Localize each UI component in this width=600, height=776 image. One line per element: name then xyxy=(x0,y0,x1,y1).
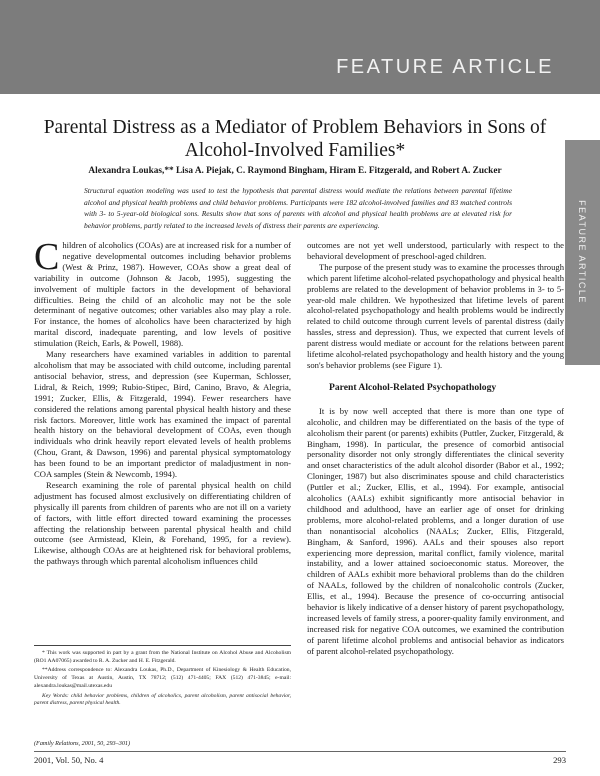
paragraph: outcomes are not yet well understood, particularly with respect to the behavioral development of preschool-aged children. xyxy=(307,240,564,261)
volume-info: 2001, Vol. 50, No. 4 xyxy=(34,755,104,765)
left-column xyxy=(34,236,291,567)
paragraph xyxy=(34,236,291,349)
footer-divider xyxy=(34,751,566,752)
article-title: Parental Distress as a Mediator of Problem Behaviors in Sons of Alcohol-Involved Families* xyxy=(43,117,547,161)
section-heading: Parent Alcohol-Related Psychopathology xyxy=(329,381,497,393)
drop-cap: C xyxy=(34,236,60,278)
paragraph-text: hildren of alcoholics (COAs) are at increased risk for a number of negative developmental outcomes including behavior problems (West & Prinz, 1987). However, COAs show a great deal of variability in outcome (Johnson & Jacob, 1995), suggesting the involvement of multiple factors in the development of behavioral difficulties. Being the child of an alcoholic may not be the sole determinant of negative outcomes; other variables also may play a role. For instance, the homes of alcoholics have been characterized by high marital discord, inadequate parenting, and low levels of positive stimulation (Reich, Earls, & Powell, 1988). xyxy=(34,240,291,349)
journal-citation: (Family Relations, 2001, 50, 293–301) xyxy=(34,740,131,747)
feature-article-banner xyxy=(0,0,600,94)
page-number: 293 xyxy=(553,755,566,765)
paragraph: Many researchers have examined variables in addition to parental alcoholism that may be associated with child outcome, including parental antisocial behavior, stress, and depression (see Kuperman, Schlosser, Lidral, & Reich, 1999; Rubio-Stipec, Bird, Canino, Bravo, & Alegria, 1991; Zucker, Ellis, & Fitzgerald, 1994). Fewer researchers have considered the relations among parental physical health history and these risk factors. Moreover, little work has examined the impact of parental health history on the behavioral development of COAs, even though individuals who drink heavily report elevated levels of health problems (Chou, Grant, & Dawson, 1996) and parental physical symptomatology has been found to be an important predictor of maladjustment in non-COA samples (Stein & Newcomb, 1994). xyxy=(34,349,291,480)
side-tab xyxy=(565,140,600,365)
paragraph: The purpose of the present study was to examine the processes through which parent lifetime alcohol-related psychopathology and physical health problems are related to the development of behavior problems in 3- to 5-year-old male children. We hypothesized that lifetime levels of parent alcohol-related psychopathology and health problems would be indirectly related to child outcome through current levels of parental distress (daily hassles, stress and depression). Thus, we expected that current levels of parent distress would mediate or account for the relations between parent lifetime alcohol-related psychopathology and health history and the young son's behavior problems (see Figure 1). xyxy=(307,261,564,370)
side-tab-label: FEATURE ARTICLE xyxy=(577,200,587,304)
author-list: Alexandra Loukas,** Lisa A. Piejak, C. Raymond Bingham, Hiram E. Fitzgerald, and Robert A. Zucker xyxy=(88,166,502,176)
right-column xyxy=(307,240,564,657)
footnotes xyxy=(34,645,291,710)
abstract: Structural equation modeling was used to test the hypothesis that parental distress would mediate the relations between parental lifetime alcohol and physical health problems and child behavior problems. Participants were 182 alcohol-involved families and 83 matched controls with 3- to 5-year-old biological sons. Results show that sons of parents with alcohol and physical health problems are at elevated risk for behavior problems, partly related to the increased levels of distress their parents are experiencing. xyxy=(84,186,512,230)
paragraph: It is by now well accepted that there is more than one type of alcoholic, and children may be differentiated on the basis of the type of alcoholism their parent (or parents) exhibits (Puttler, Zucker, Fitzgerald, & Bingham, 1998). In particular, the presence of comorbid antisocial personality disorder not only strongly differentiates the clinical severity and onset characteristics of the adult alcohol disorder (Babor et al., 1992; Cloninger, 1987) but also discriminates spouse and child characteristics (Puttler et al.; Zucker, Ellis, et al., 1994). For example, antisocial alcoholics (AALs) exhibit significantly more antisocial behavior in childhood and adulthood, have an earlier age of onset for drinking problems, more alcohol-related problems, and a longer duration of use than nonantisocial alcoholics (NAALs; Zucker, Ellis, Fitzgerald, Bingham, & Sanford, 1996). AALs and their spouses also report experiencing more depression, marital conflict, family violence, marital instability, and a lower attained socioeconomic status. Moreover, the children of AALs exhibit more behavioral problems than do the children of NAALs, followed by the children of nonalcoholic controls (Zucker, Ellis, et al., 1994). Because the presence of co-occurring antisocial behavior is likely indicative of a denser history of parent psychopathology, increased levels of family stress, a poorer-quality family environment, and increased risk for negative COA outcomes, we examined the contribution of parent lifetime alcohol problems and antisocial behavior as indicators of parent alcohol-related psychopathology. xyxy=(307,405,564,656)
footnote-correspondence: **Address correspondence to: Alexandra Loukas, Ph.D., Department of Kinesiology & Health Education, University of Texas at Austin, Austin, TX 78712; (512) 471-4405; FAX (512) 471-3845; e-mail: alexandra.loukas@mail.utexas.edu xyxy=(34,667,291,689)
paragraph: Research examining the role of parental physical health on child adjustment has focused almost exclusively on differentiating children of physically ill parents from children of parents who are not ill on a variety of factors, with little effort directed toward examining the processes affecting the relationship between parental physical health and child outcome (see Armistead, Klein, & Forehand, 1995, for a review). Likewise, although COAs are at heightened risk for behavioral problems, the pathways through which parental alcoholism influences child xyxy=(34,479,291,567)
footnote-keywords: Key Words: child behavior problems, children of alcoholics, parent alcoholism, parent antisocial behavior, parent distress, parent physical health. xyxy=(34,692,291,707)
banner-label: FEATURE ARTICLE xyxy=(336,56,554,78)
footnote-funding: * This work was supported in part by a grant from the National Institute on Alcohol Abuse and Alcoholism (RO1 AA07065) awarded to R. A. Zucker and H. E. Fitzgerald. xyxy=(34,650,291,664)
